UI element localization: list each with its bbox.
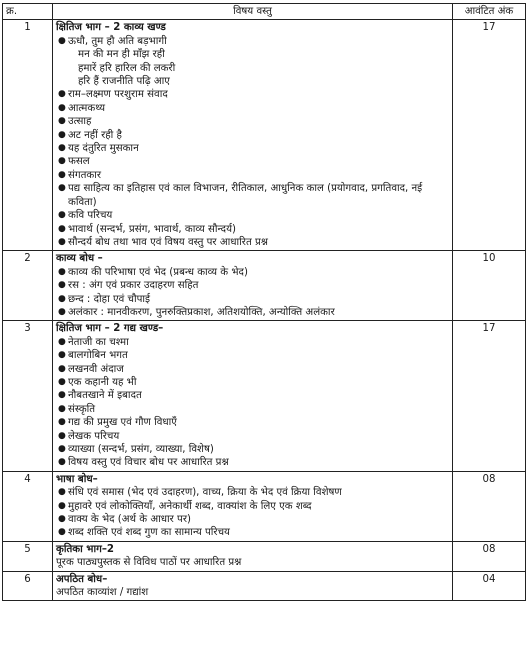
row-content	[53, 20, 453, 251]
bullet-icon: ●	[58, 430, 66, 441]
row-number: 5	[3, 541, 53, 571]
list-item: ● शब्द शक्ति एवं शब्द गुण का सामान्य परिचय	[58, 527, 230, 539]
list-item: अपठित काव्यांश / गद्यांश	[56, 587, 149, 599]
section-title: भाषा बोध–	[56, 473, 98, 485]
bullet-icon: ●	[58, 169, 66, 180]
bullet-icon: ●	[58, 376, 66, 387]
row-marks: 17	[453, 20, 526, 251]
list-item: ● गद्य की प्रमुख एवं गौण विधाएँ	[58, 417, 177, 429]
section-title: क्षितिज भाग – 2 गद्य खण्ड–	[56, 323, 164, 335]
bullet-icon: ●	[58, 280, 66, 291]
list-item: ● अलंकार : मानवीकरण, पुनरुक्तिप्रकाश, अतिशयोक्ति, अन्योक्ति अलंकार	[58, 306, 335, 318]
row-number: 1	[3, 20, 53, 251]
bullet-icon: ●	[58, 143, 66, 154]
section-title: क्षितिज भाग – 2 काव्य खण्ड	[56, 22, 166, 34]
bullet-icon: ●	[58, 336, 66, 347]
list-item: ● यह दंतुरित मुसकान	[58, 143, 139, 155]
list-item: ● लेखक परिचय	[58, 430, 120, 442]
row-content	[53, 321, 453, 471]
row-marks: 08	[453, 471, 526, 541]
list-item: हरि हैं राजनीति पढ़ि आए	[78, 76, 170, 88]
list-item: ● फसल	[58, 156, 90, 168]
row-content	[53, 471, 453, 541]
table-row	[3, 251, 526, 321]
row-number: 2	[3, 251, 53, 321]
list-item: ● ऊधौ, तुम हौ अति बड़भागी	[58, 35, 167, 47]
bullet-icon: ●	[58, 306, 66, 317]
row-content	[53, 541, 453, 571]
bullet-icon: ●	[58, 236, 66, 247]
row-number: 3	[3, 321, 53, 471]
bullet-icon: ●	[58, 129, 66, 140]
bullet-icon: ●	[58, 89, 66, 100]
row-marks: 10	[453, 251, 526, 321]
bullet-icon: ●	[58, 444, 66, 454]
header-number: क्र.	[3, 4, 53, 20]
bullet-icon: ●	[58, 457, 66, 468]
list-item: ● व्याख्या (सन्दर्भ, प्रसंग, व्याख्या, विशेष)	[58, 444, 214, 455]
list-item: ● कवि परिचय	[58, 210, 113, 222]
list-item: ● वाक्य के भेद (अर्थ के आधार पर)	[58, 514, 191, 526]
list-item: ● संस्कृति	[58, 403, 96, 415]
header-content: विषय वस्तु	[53, 4, 453, 20]
section-title: काव्य बोध –	[56, 253, 103, 265]
list-item: ● संधि एवं समास (भेद एवं उदाहरण), वाच्य, क्रिया के भेद एवं क्रिया विशेषण	[58, 487, 342, 499]
list-item: पूरक पाठ्यपुस्तक से विविध पाठों पर आधारित प्रश्न	[56, 557, 242, 569]
bullet-icon: ●	[58, 223, 66, 234]
list-item: ● रस : अंग एवं प्रकार उदाहरण सहित	[58, 280, 199, 292]
list-item: ● उत्साह	[58, 116, 92, 128]
bullet-icon: ●	[58, 102, 66, 113]
syllabus-table	[2, 3, 526, 601]
bullet-icon: ●	[58, 156, 66, 167]
list-item: ● संगतकार	[58, 169, 102, 181]
table-row	[3, 321, 526, 471]
list-item: ● आत्मकथ्य	[58, 102, 106, 114]
bullet-icon: ●	[58, 514, 66, 525]
bullet-icon: ●	[58, 500, 66, 511]
bullet-icon: ●	[58, 417, 66, 428]
bullet-icon: ●	[58, 403, 66, 414]
list-item: ● मुहावरे एवं लोकोक्तियाँ, अनेकार्थी शब्द, वाक्यांश के लिए एक शब्द	[58, 500, 312, 512]
bullet-icon: ●	[58, 527, 66, 538]
bullet-icon: ●	[58, 293, 66, 304]
list-item: ● सौन्दर्य बोध तथा भाव एवं विषय वस्तु पर आधारित प्रश्न	[58, 236, 268, 248]
table-row	[3, 471, 526, 541]
list-item: ● नौबतखाने में इबादत	[58, 390, 142, 402]
row-marks: 08	[453, 541, 526, 571]
list-item: ● काव्य की परिभाषा एवं भेद (प्रबन्ध काव्य के भेद)	[58, 266, 248, 278]
list-item: ● पद्य साहित्य का इतिहास एवं काल विभाजन, रीतिकाल, आधुनिक काल (प्रयोगवाद, प्रगतिवाद, नई कविता)	[58, 183, 423, 208]
list-item: ● छन्द : दोहा एवं चौपाई	[58, 293, 151, 305]
list-item: हमारें हरि हारिल की लकरी	[78, 62, 176, 74]
table-row	[3, 571, 526, 601]
bullet-icon: ●	[58, 390, 66, 401]
table-row	[3, 20, 526, 251]
bullet-icon: ●	[58, 487, 66, 498]
bullet-icon: ●	[58, 116, 66, 127]
list-item: ● एक कहानी यह भी	[58, 376, 137, 388]
bullet-icon: ●	[58, 183, 66, 194]
header-marks: आवंटित अंक	[453, 4, 526, 20]
list-item: ● लखनवी अंदाज	[58, 363, 124, 375]
bullet-icon: ●	[58, 210, 66, 221]
section-title: अपठित बोध–	[56, 573, 108, 585]
bullet-icon: ●	[58, 350, 66, 361]
row-content	[53, 571, 453, 601]
row-number: 4	[3, 471, 53, 541]
bullet-icon: ●	[58, 266, 66, 277]
section-title: कृतिका भाग–2	[56, 543, 114, 555]
list-item: ● विषय वस्तु एवं विचार बोध पर आधारित प्रश्न	[58, 457, 229, 469]
list-item: ● नेताजी का चश्मा	[58, 336, 129, 348]
row-marks: 04	[453, 571, 526, 601]
list-item: ● अट नहीं रही है	[58, 129, 122, 141]
row-number: 6	[3, 571, 53, 601]
list-item: ● राम–लक्ष्मण परशुराम संवाद	[58, 89, 168, 101]
row-content	[53, 251, 453, 321]
bullet-icon: ●	[58, 363, 66, 374]
header-row	[3, 4, 526, 20]
list-item: ● भावार्थ (सन्दर्भ, प्रसंग, भावार्थ, काव्य सौन्दर्य)	[58, 223, 236, 235]
table-row	[3, 541, 526, 571]
list-item: ● बालगोबिन भगत	[58, 350, 128, 362]
bullet-icon: ●	[58, 35, 66, 46]
list-item: मन की मन ही माँझ रही	[78, 49, 165, 61]
row-marks: 17	[453, 321, 526, 471]
